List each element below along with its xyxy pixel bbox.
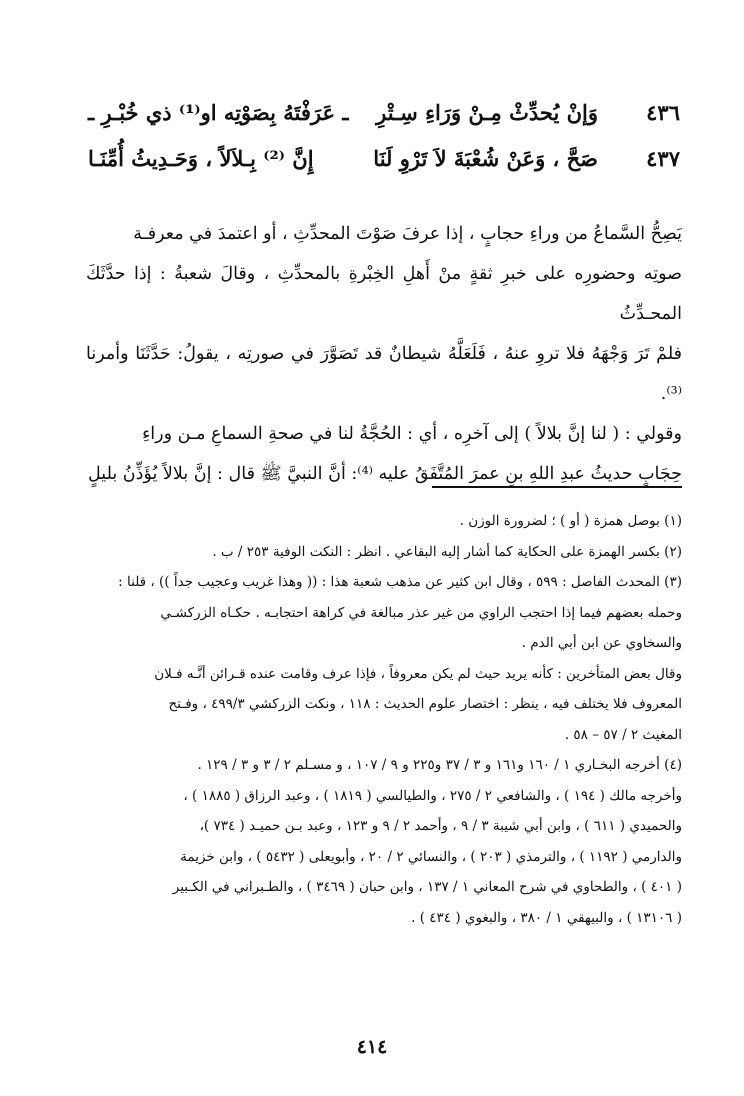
footnote-line: (٣) المحدث الفاصل : ٥٩٩ ، وقال ابن كثير عن مذهب شعبة هذا : (( وهذا غريب وعجيب جداً )) ، قلنا : [118, 574, 682, 590]
footnote-line: وأخرجه مالك ( ١٩٤ ) ، والشافعي ٢ / ٢٧٥ ، والطيالسي ( ١٨١٩ ) ، وعبد الرزاق ( ١٨٨٥ ) ، [183, 787, 682, 804]
footnote-line: ( ١٣١٠٦ ) ، والبيهقي ١ / ٣٨٠ ، والبغوي ( ٤٣٤ ) . [411, 909, 682, 926]
footnote-line: المعروف فلا يختلف فيه ، ينظر : اختصار علوم الحديث : ١١٨ ، ونكت الزركشي ٤٩٩/٣ ، وفـتح [168, 696, 682, 712]
footnote-line: (٤) أخرجه البخـاري ١ / ١٦٠ و١٦١ و ٣ / ٣٧ و٢٢٥ و ٩ / ١٠٧ ، و مسـلم ٢ / ٣ و ٣ / ١٢٩ . [197, 757, 682, 773]
footnote-line: والحميدي ( ٦١١ ) ، وابن أبي شيبة ٣ / ٩ ، وأحمد ٢ / ٩ و ١٢٣ ، وعبد بـن حميـد ( ٧٣٤ )، [199, 818, 682, 834]
page-number: ٤١٤ [356, 1036, 388, 1058]
footnote-line: وحمله بعضهم فيما إذا احتجب الراوي من غير عذر مبالغة في كراهة احتجابـه . حكـاه الزركشـي [160, 604, 682, 621]
commentary-line: وقولي : ( لنا إنَّ بلالاً ) إلى آخرِه ، أي : الحُجَّةُ لنا في صحةِ السماعِ مـن وراءِ [142, 424, 682, 444]
commentary-line: صوتِه وحضورِه على خبرِ ثقةٍ منْ أَهلِ الخِبْرةِ بالمحدِّثِ ، وقالَ شعبةُ : إذا حدَّثَكَ المحـدِّثُ [86, 264, 682, 324]
commentary-text [86, 214, 682, 494]
footnote-line: (١) بوصل همزة ( أو ) ؛ لضرورة الوزن . [459, 513, 682, 529]
verse-second-hemistich: ـ عَرَفْتَهُ بِصَوْتِه او⁽¹⁾ ذي خُبْـرِ ـ [88, 100, 349, 125]
footnote-line: ( ٤٠١ ) ، والطحاوي في شرح المعاني ١ / ١٣٧ ، وابن حبان ( ٣٤٦٩ ) ، والطـبراني في الكـبير [172, 879, 682, 895]
footnotes [64, 506, 682, 933]
footnote-line: المغيث ٢ / ٥٧ – ٥٨ . [564, 726, 682, 743]
footnote-line: والدارمي ( ١١٩٢ ) ، والترمذي ( ٢٠٣ ) ، والنسائي ٢ / ٢٠ ، وأبويعلى ( ٥٤٣٢ ) ، وابن خزيمة [180, 848, 682, 865]
verse-number: ٤٣٦ [646, 100, 680, 125]
footnote-separator [432, 486, 682, 488]
commentary-line: حِجَابٍ حديثُ عبدِ اللهِ بنِ عمرَ المُتَّفَقُ عليه ⁽⁴⁾: أنَّ النبيَّ ﷺ قال : إنَّ بلالاً يُؤَذِّنُ بليلٍ [88, 464, 682, 484]
commentary-line: فلمْ تَرَ وَجْهَهُ فلا تروِ عنهُ ، فَلَعَلَّهُ شيطانٌ قد تَصَوَّرَ في صورتِه ، يقولُ: حَدَّثَنَا وأمرنا ⁽³⁾. [86, 344, 682, 404]
footnote-line: (٢) بكسر الهمزة على الحكاية كما أشار إليه البقاعي . انظر : النكت الوفية ٢٥٣ / ب . [212, 543, 682, 560]
verse-first-hemistich: وَإنْ يُحدِّثْ مِـنْ وَرَاءِ سِـتْرِ [376, 100, 598, 125]
footnote-line: والسخاوي عن ابن أبي الدم . [521, 635, 682, 651]
verse-line [88, 100, 680, 136]
footnote-line: وقال بعض المتأخرين : كأنه يريد حيث لم يكن معروفاً ، فإذا عرف وقامت عنده قـرائن أنَّـه فـلان [154, 665, 682, 682]
commentary-line: يَصِحُّ السَّماعُ من وراءِ حجابٍ ، إذا عرفَ صَوْتَ المحدِّثِ ، أو اعتمدَ في معرفـة [133, 224, 682, 244]
verse-line [88, 146, 680, 182]
verse-number: ٤٣٧ [646, 146, 680, 171]
verse-first-hemistich: صَحَّ ، وَعَنْ شُعْبَةَ لاَ تَرْوِ لَنَا [373, 146, 598, 171]
verse-second-hemistich: إِنَّ ⁽²⁾ بِـلاَلاً ، وَحَـدِيثُ أُمِّنَـا [88, 146, 314, 171]
